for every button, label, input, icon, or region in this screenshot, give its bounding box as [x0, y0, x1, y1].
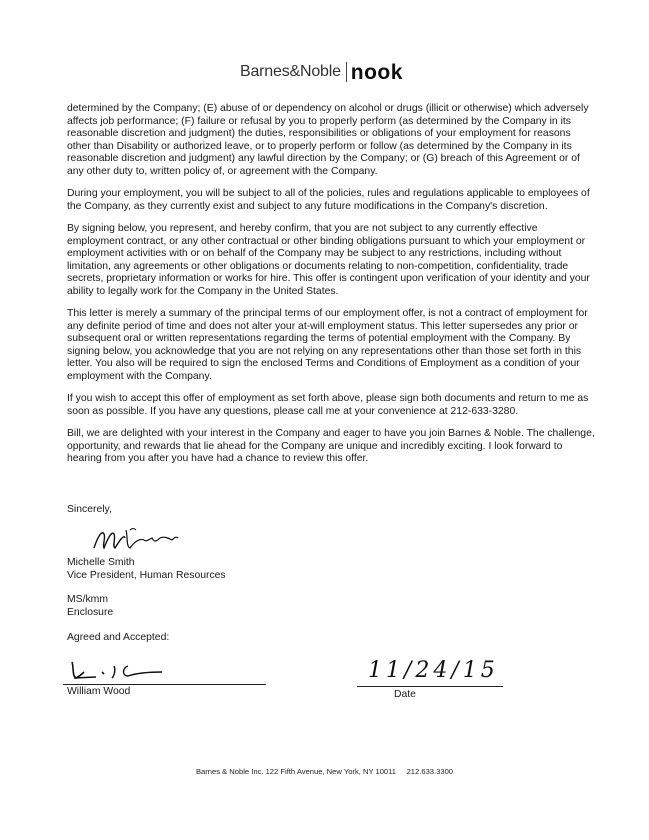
- enclosure-note: Enclosure: [67, 606, 114, 618]
- reference-info: [67, 594, 113, 619]
- handwritten-date: 11/24/15: [368, 658, 499, 683]
- signer-info: [67, 557, 226, 582]
- date-signature-line: [357, 686, 503, 687]
- paragraph-welcome: Bill, we are delighted with your interest in the Company and eager to have you join Barnes & Noble. The challenge, opportunity, and rewards that lie ahead for the Company are unique and incredibly exciting. I look forward to hearing from you after you have had a chance to review this offer.: [67, 428, 595, 464]
- paragraph-termination-causes: determined by the Company; (E) abuse of or dependency on alcohol or drugs (illicit or otherwise) which adversely affects job performance; (F) failure or refusal by you to properly perform (as determined by the Company in its reasonable discretion and judgment) the duties, responsibilities or obligations of your employment for reasons other than Disability or authorized leave, or to properly perform or follow (as determined by the Company in its reasonable discretion and judgment) any lawful direction by the Company; or (G) breach of this Agreement or of any other duty to, written policy of, or agreement with the Company.: [67, 103, 589, 177]
- agreed-accepted-label: Agreed and Accepted:: [67, 632, 170, 643]
- signature-william-wood: [66, 658, 176, 686]
- signer-title: Vice President, Human Resources: [67, 569, 226, 581]
- paragraph-policies: During your employment, you will be subject to all of the policies, rules and regulations applicable to employees of the Company, as they currently exist and subject to any future modifications in the Company's discretion.: [67, 188, 590, 212]
- signature-michelle-smith: [90, 524, 185, 554]
- paragraph-representations: By signing below, you represent, and hereby confirm, that you are not subject to any currently effective employment contract, or any other contractual or other binding obligations pursuant to which your employment or employment activities with or on behalf of the Company may be subject to any restrictions, including without limitation, any agreements or other obligations or documents relating to non-competition, confidentiality, trade secrets, proprietary information or works for hire. This offer is contingent upon verification of your identity and your ability to legally work for the Company in the United States.: [67, 223, 590, 297]
- acceptor-name: William Wood: [67, 686, 131, 697]
- paragraph-at-will: This letter is merely a summary of the principal terms of our employment offer, is not a contract of employment for any definite period of time and does not alter your at-will employment status. This letter supersedes any prior or subsequent oral or written representations regarding the terms of potential employment with the Company. By signing below, you acknowledge that you are not relying on any representations other than those set forth in this letter. You also will be required to sign the enclosed Terms and Conditions of Employment as a condition of your employment with the Company.: [67, 308, 588, 382]
- date-label: Date: [394, 689, 416, 700]
- signer-name: Michelle Smith: [67, 557, 135, 568]
- company-logo: [240, 60, 403, 84]
- logo-divider: [346, 62, 347, 82]
- reference-initials: MS/kmm: [67, 594, 108, 605]
- logo-brand-text: Barnes&Noble: [240, 63, 341, 80]
- logo-product-text: nook: [350, 60, 403, 84]
- acceptor-signature-line: [63, 684, 266, 685]
- letter-body: [67, 103, 595, 476]
- closing-salutation: Sincerely,: [67, 504, 112, 515]
- letterhead-footer: Barnes & Noble Inc. 122 Fifth Avenue, New York, NY 10011 212.633.3300: [195, 767, 454, 776]
- paragraph-acceptance-instructions: If you wish to accept this offer of employment as set forth above, please sign both documents and return to me as soon as possible. If you have any questions, please call me at your convenience at 212-633-3280.: [67, 393, 589, 417]
